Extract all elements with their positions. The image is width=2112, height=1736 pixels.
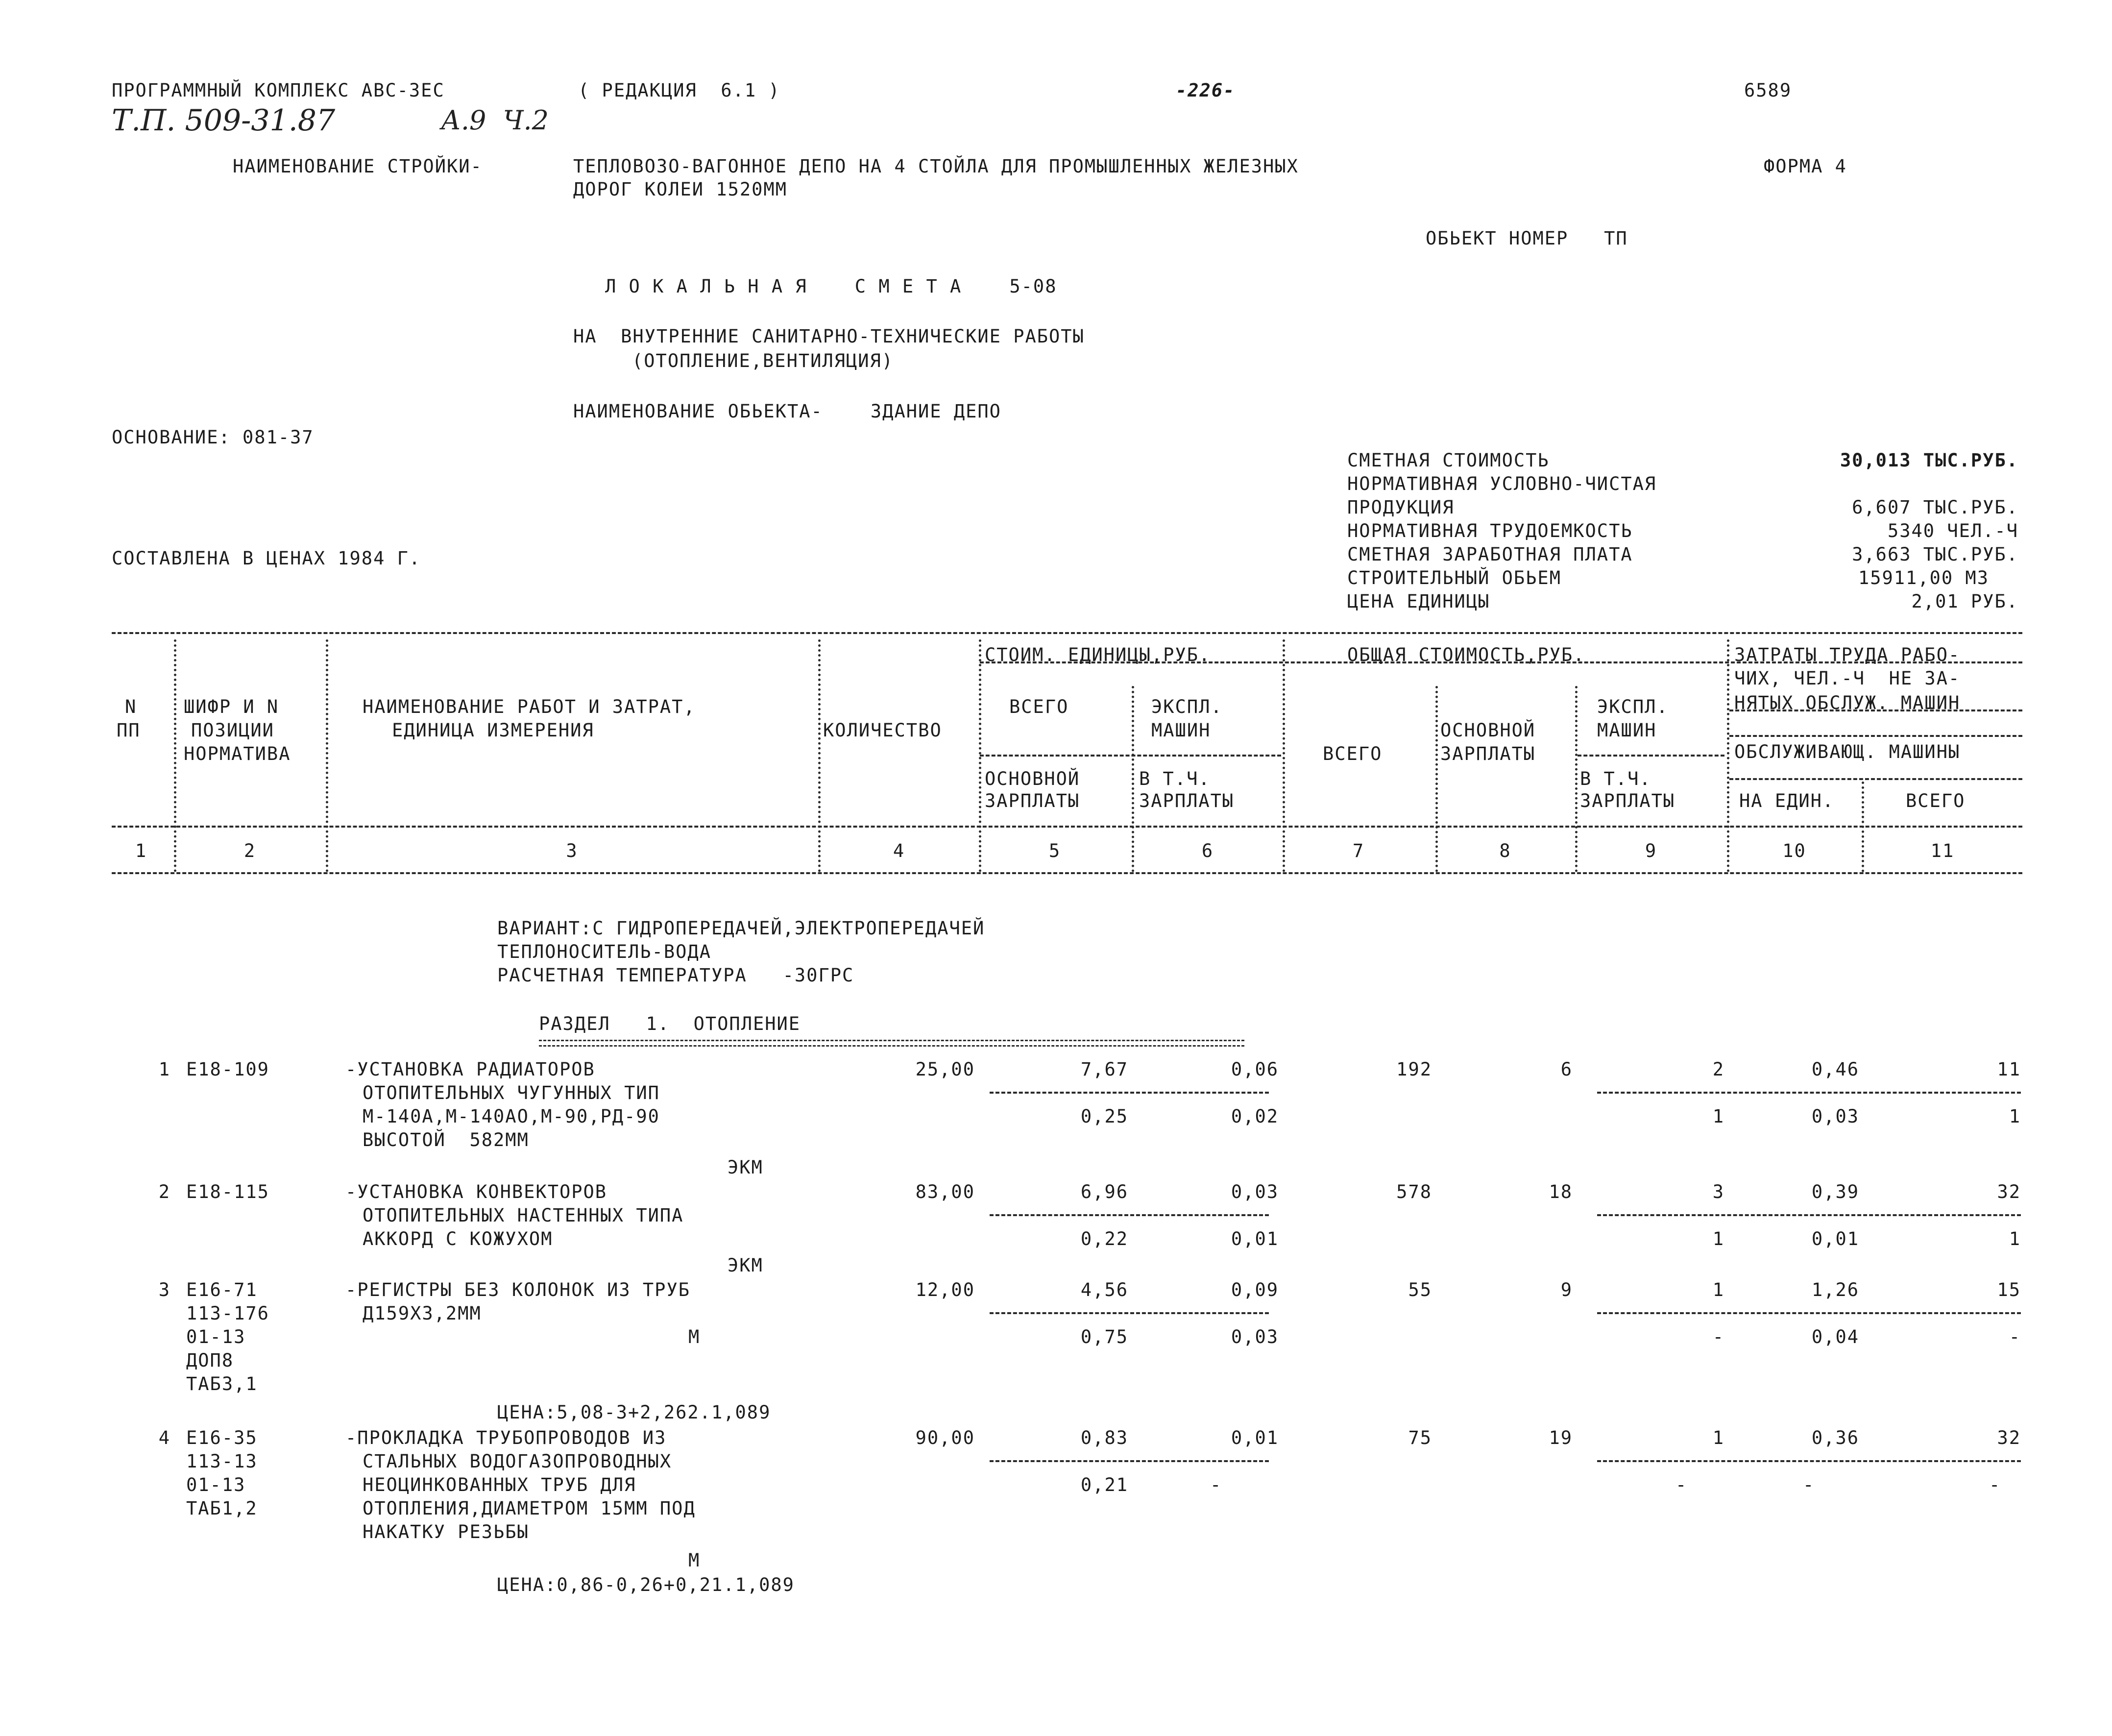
row-description: ОТОПИТЕЛЬНЫХ НАСТЕННЫХ ТИПА	[363, 1205, 684, 1226]
row-total-machines: 1	[1712, 1427, 1724, 1448]
row-unit-machine-wages: 0,01	[1231, 1228, 1279, 1249]
col6-head: МАШИН	[1151, 720, 1211, 741]
page-number: -226-	[1176, 80, 1236, 101]
row-total-machines: 1	[1712, 1279, 1724, 1300]
row-unit-wages: 0,75	[1080, 1326, 1128, 1347]
row-unit-machines: 0,06	[1231, 1059, 1279, 1080]
row-unit-total: 0,83	[1080, 1427, 1128, 1448]
handwritten-project-ref: Т.П. 509-31.87	[112, 103, 336, 138]
col5-sub-head: ЗАРПЛАТЫ	[985, 790, 1080, 811]
row-unit: М	[688, 1326, 701, 1347]
program-name: ПРОГРАММНЫЙ КОМПЛЕКС АВС-3ЕС	[112, 80, 445, 101]
row-code: 113-13	[186, 1451, 258, 1472]
row-code: Е18-115	[186, 1181, 269, 1202]
estimate-basis: ОСНОВАНИЕ: 081-37	[112, 427, 314, 448]
row-number: 4	[158, 1427, 170, 1448]
summary-value: 3,663 ТЫС.РУБ.	[1852, 544, 2018, 565]
price-level: СОСТАВЛЕНА В ЦЕНАХ 1984 Г.	[112, 548, 421, 569]
variant-line1: ВАРИАНТ:С ГИДРОПЕРЕДАЧЕЙ,ЭЛЕКТРОПЕРЕДАЧЕЙ	[497, 918, 985, 939]
row-code: ТАБ1,2	[186, 1498, 258, 1519]
column-separator	[1283, 639, 1285, 872]
document-number: 6589	[1744, 80, 1792, 101]
labor-head: НЯТЫХ ОБСЛУЖ. МАШИН	[1734, 692, 1961, 713]
object-number: ОБЬЕКТ НОМЕР ТП	[1426, 228, 1628, 249]
col9-sub-head: ЗАРПЛАТЫ	[1580, 790, 1675, 811]
row-description: -РЕГИСТРЫ БЕЗ КОЛОНОК ИЗ ТРУБ	[345, 1279, 691, 1300]
summary-label: ЦЕНА ЕДИНИЦЫ	[1347, 591, 1490, 612]
column-number: 5	[1048, 840, 1061, 861]
row-unit-machine-wages: -	[1210, 1474, 1222, 1495]
header-sub-rule	[1729, 735, 2022, 737]
row-description: ОТОПЛЕНИЯ,ДИАМЕТРОМ 15ММ ПОД	[363, 1498, 696, 1519]
row-labor-unit: 0,36	[1811, 1427, 1859, 1448]
total-cost-head: ОБЩАЯ СТОИМОСТЬ,РУБ.	[1347, 644, 1585, 665]
row-code: 113-176	[186, 1303, 269, 1324]
row-unit-machines: 0,09	[1231, 1279, 1279, 1300]
col1-head: N	[125, 696, 137, 717]
row-number: 3	[158, 1279, 170, 1300]
row-description: -ПРОКЛАДКА ТРУБОПРОВОДОВ ИЗ	[345, 1427, 667, 1448]
handwritten-album-ref: А.9 Ч.2	[441, 105, 549, 136]
column-number: 4	[893, 840, 905, 861]
row-code: Е18-109	[186, 1059, 269, 1080]
row-description: ОТОПИТЕЛЬНЫХ ЧУГУННЫХ ТИП	[363, 1082, 660, 1103]
row-quantity: 25,00	[915, 1059, 975, 1080]
column-number: 11	[1930, 840, 1955, 861]
col6-sub-head: ЗАРПЛАТЫ	[1139, 790, 1235, 811]
col9-sub-head: В Т.Ч.	[1580, 768, 1651, 789]
row-code: ТАБ3,1	[186, 1373, 258, 1394]
summary-label: НОРМАТИВНАЯ УСЛОВНО-ЧИСТАЯ	[1347, 473, 1657, 494]
column-separator	[818, 639, 821, 872]
row-total: 55	[1408, 1279, 1432, 1300]
row-labor-total: 32	[1997, 1181, 2021, 1202]
row-total: 192	[1396, 1059, 1432, 1080]
row-code: 01-13	[186, 1326, 246, 1347]
header-sub-rule	[1729, 778, 2022, 780]
row-total: 578	[1396, 1181, 1432, 1202]
row-operator-total: -	[2009, 1326, 2021, 1347]
col8-head: ЗАРПЛАТЫ	[1440, 743, 1536, 764]
row-unit: ЭКМ	[728, 1157, 763, 1178]
row-total-wages: 9	[1560, 1279, 1573, 1300]
col6-sub-head: В Т.Ч.	[1139, 768, 1211, 789]
row-number: 2	[158, 1181, 170, 1202]
row-code: Е16-35	[186, 1427, 258, 1448]
col7-head: ВСЕГО	[1323, 743, 1383, 764]
summary-label: СТРОИТЕЛЬНЫЙ ОБЬЕМ	[1347, 567, 1561, 588]
column-numbers-rule	[112, 872, 2022, 874]
row-sub-rule	[1597, 1460, 2021, 1462]
row-code: Е16-71	[186, 1279, 258, 1300]
column-number: 8	[1499, 840, 1511, 861]
variant-line3: РАСЧЕТНАЯ ТЕМПЕРАТУРА -30ГРС	[497, 965, 854, 986]
row-description: -УСТАНОВКА РАДИАТОРОВ	[345, 1059, 595, 1080]
row-unit-machine-wages: 0,03	[1231, 1326, 1279, 1347]
row-quantity: 90,00	[915, 1427, 975, 1448]
column-number: 10	[1782, 840, 1806, 861]
row-description: М-140А,М-140АО,М-90,РД-90	[363, 1106, 660, 1127]
col11-head: ВСЕГО	[1906, 790, 1966, 811]
row-machine-wages: -	[1712, 1326, 1724, 1347]
row-total-machines: 3	[1712, 1181, 1724, 1202]
row-total-wages: 6	[1560, 1059, 1573, 1080]
row-unit: ЭКМ	[728, 1255, 763, 1276]
unit-cost-head: СТОИМ. ЕДИНИЦЫ,РУБ.	[985, 644, 1211, 665]
estimate-subject-line1: НА ВНУТРЕННИЕ САНИТАРНО-ТЕХНИЧЕСКИЕ РАБОТЫ	[573, 326, 1085, 347]
row-description: ВЫСОТОЙ 582ММ	[363, 1129, 529, 1150]
construction-label: НАИМЕНОВАНИЕ СТРОЙКИ-	[233, 156, 483, 177]
row-operator-unit: 0,03	[1811, 1106, 1859, 1127]
construction-name-line1: ТЕПЛОВОЗО-ВАГОННОЕ ДЕПО НА 4 СТОЙЛА ДЛЯ ПРОМЫШЛЕННЫХ ЖЕЛЕЗНЫХ	[573, 156, 1299, 177]
summary-label: СМЕТНАЯ СТОИМОСТЬ	[1347, 450, 1550, 471]
column-number: 6	[1201, 840, 1214, 861]
row-sub-rule	[990, 1460, 1269, 1462]
row-unit-machines: 0,01	[1231, 1427, 1279, 1448]
object-name: НАИМЕНОВАНИЕ ОБЬЕКТА- ЗДАНИЕ ДЕПО	[573, 401, 1001, 422]
summary-label: ПРОДУКЦИЯ	[1347, 497, 1455, 518]
col9-head: МАШИН	[1597, 720, 1657, 741]
column-separator	[326, 639, 328, 872]
row-code: ДОП8	[186, 1350, 234, 1371]
row-unit-total: 4,56	[1080, 1279, 1128, 1300]
column-number: 1	[135, 840, 147, 861]
summary-value: 2,01 РУБ.	[1911, 591, 2018, 612]
row-sub-rule	[1597, 1092, 2021, 1094]
variant-line2: ТЕПЛОНОСИТЕЛЬ-ВОДА	[497, 941, 711, 962]
row-operator-unit: 0,01	[1811, 1228, 1859, 1249]
row-operator-unit: 0,04	[1811, 1326, 1859, 1347]
col3-head: НАИМЕНОВАНИЕ РАБОТ И ЗАТРАТ,	[363, 696, 696, 717]
row-description: Д159Х3,2ММ	[363, 1303, 482, 1324]
construction-name-line2: ДОРОГ КОЛЕИ 1520ММ	[573, 179, 787, 200]
row-description: -УСТАНОВКА КОНВЕКТОРОВ	[345, 1181, 607, 1202]
row-total: 75	[1408, 1427, 1432, 1448]
row-sub-rule	[1597, 1214, 2021, 1216]
row-sub-rule	[990, 1214, 1269, 1216]
row-operator-total: -	[1989, 1474, 2001, 1495]
row-quantity: 12,00	[915, 1279, 975, 1300]
summary-label: СМЕТНАЯ ЗАРАБОТНАЯ ПЛАТА	[1347, 544, 1633, 565]
row-sub-rule	[990, 1312, 1269, 1314]
labor-head: ЧИХ, ЧЕЛ.-Ч НЕ ЗА-	[1734, 668, 1961, 689]
row-labor-total: 11	[1997, 1059, 2021, 1080]
summary-value: 5340 ЧЕЛ.-Ч	[1887, 520, 2018, 541]
row-unit-machines: 0,03	[1231, 1181, 1279, 1202]
section-title: РАЗДЕЛ 1. ОТОПЛЕНИЕ	[539, 1013, 801, 1034]
row-labor-unit: 0,39	[1811, 1181, 1859, 1202]
col9-head: ЭКСПЛ.	[1597, 696, 1669, 717]
col8-head: ОСНОВНОЙ	[1440, 720, 1536, 741]
col3-head: ЕДИНИЦА ИЗМЕРЕНИЯ	[392, 720, 594, 741]
row-total-wages: 19	[1549, 1427, 1573, 1448]
row-unit-total: 6,96	[1080, 1181, 1128, 1202]
row-labor-unit: 1,26	[1811, 1279, 1859, 1300]
summary-value: 6,607 ТЫС.РУБ.	[1852, 497, 2018, 518]
row-operator-unit: -	[1803, 1474, 1815, 1495]
col2-head: НОРМАТИВА	[184, 743, 291, 764]
section-underline	[539, 1040, 1244, 1047]
summary-value: 30,013 ТЫС.РУБ.	[1840, 450, 2018, 471]
row-labor-unit: 0,46	[1811, 1059, 1859, 1080]
row-description: НАКАТКУ РЕЗЬБЫ	[363, 1521, 529, 1542]
col2-head: ШИФР И N	[184, 696, 279, 717]
row-total-wages: 18	[1549, 1181, 1573, 1202]
column-separator	[174, 639, 176, 872]
row-machine-wages: 1	[1712, 1228, 1724, 1249]
col4-head: КОЛИЧЕСТВО	[823, 720, 942, 741]
row-description: НЕОЦИНКОВАННЫХ ТРУБ ДЛЯ	[363, 1474, 636, 1495]
program-edition: ( РЕДАКЦИЯ 6.1 )	[578, 80, 780, 101]
row-total-machines: 2	[1712, 1059, 1724, 1080]
row-labor-total: 15	[1997, 1279, 2021, 1300]
estimate-title: Л О К А Л Ь Н А Я С М Е Т А 5-08	[605, 276, 1057, 297]
header-sub-rule	[980, 755, 1281, 757]
summary-value: 15911,00 М3	[1858, 567, 1989, 588]
col10-head: НА ЕДИН.	[1739, 790, 1835, 811]
labor-head: ОБСЛУЖИВАЮЩ. МАШИНЫ	[1734, 741, 1961, 762]
column-number: 3	[566, 840, 578, 861]
row-unit-machine-wages: 0,02	[1231, 1106, 1279, 1127]
column-number: 7	[1352, 840, 1365, 861]
header-bottom-rule	[112, 826, 2022, 828]
column-separator	[1727, 639, 1729, 872]
labor-head: ЗАТРАТЫ ТРУДА РАБО-	[1734, 644, 1961, 665]
header-top-rule	[112, 632, 2022, 634]
col5-sub-head: ОСНОВНОЙ	[985, 768, 1080, 789]
col1-head: ПП	[117, 720, 141, 741]
row-sub-rule	[1597, 1312, 2021, 1314]
row-sub-rule	[990, 1092, 1269, 1094]
row-quantity: 83,00	[915, 1181, 975, 1202]
row-price-formula: ЦЕНА:5,08-3+2,262.1,089	[497, 1402, 771, 1423]
row-unit: М	[688, 1550, 701, 1571]
row-unit-wages: 0,22	[1080, 1228, 1128, 1249]
column-number: 2	[243, 840, 256, 861]
row-description: АККОРД С КОЖУХОМ	[363, 1228, 553, 1249]
column-number: 9	[1645, 840, 1657, 861]
row-unit-wages: 0,21	[1080, 1474, 1128, 1495]
header-sub-rule	[1578, 755, 1724, 757]
row-operator-total: 1	[2009, 1228, 2021, 1249]
row-code: 01-13	[186, 1474, 246, 1495]
estimate-subject-line2: (ОТОПЛЕНИЕ,ВЕНТИЛЯЦИЯ)	[632, 350, 894, 371]
summary-label: НОРМАТИВНАЯ ТРУДОЕМКОСТЬ	[1347, 520, 1633, 541]
row-number: 1	[158, 1059, 170, 1080]
row-unit-total: 7,67	[1080, 1059, 1128, 1080]
row-machine-wages: 1	[1712, 1106, 1724, 1127]
row-unit-wages: 0,25	[1080, 1106, 1128, 1127]
form-label: ФОРМА 4	[1764, 156, 1847, 177]
row-description: СТАЛЬНЫХ ВОДОГАЗОПРОВОДНЫХ	[363, 1451, 672, 1472]
row-price-formula: ЦЕНА:0,86-0,26+0,21.1,089	[497, 1574, 795, 1595]
col6-head: ЭКСПЛ.	[1151, 696, 1223, 717]
col5-head: ВСЕГО	[1009, 696, 1069, 717]
row-machine-wages: -	[1675, 1474, 1688, 1495]
row-operator-total: 1	[2009, 1106, 2021, 1127]
row-labor-total: 32	[1997, 1427, 2021, 1448]
col2-head: ПОЗИЦИИ	[191, 720, 274, 741]
